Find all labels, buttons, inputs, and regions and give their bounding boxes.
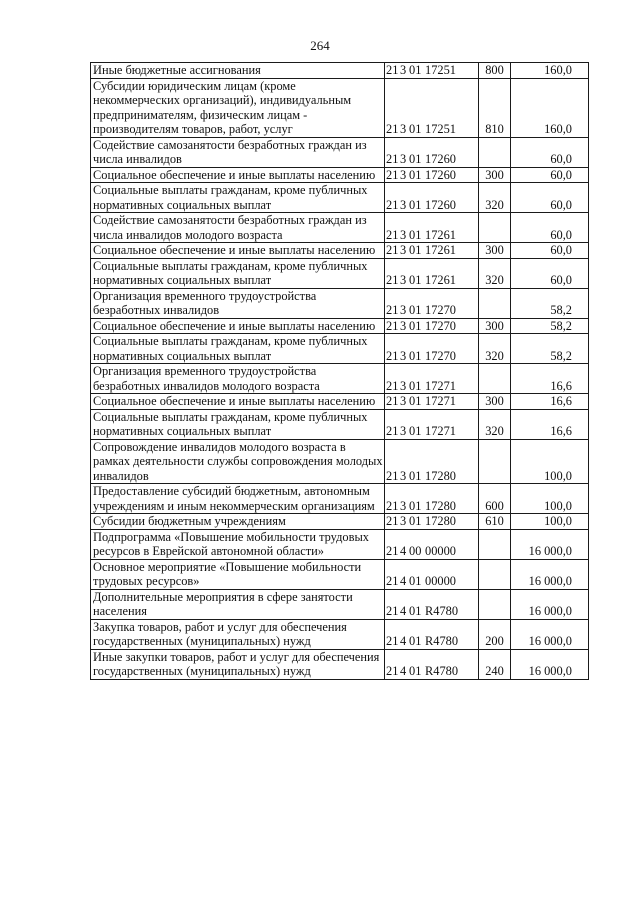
table-row	[91, 364, 589, 394]
amount: 60,0	[511, 183, 589, 213]
code-subprogram: 3	[400, 152, 407, 166]
table-row	[91, 649, 589, 679]
expense-type-code: 200	[479, 619, 511, 649]
amount: 100,0	[511, 484, 589, 514]
expense-type-code: 320	[479, 409, 511, 439]
table-row	[91, 288, 589, 318]
page-number: 264	[310, 38, 330, 53]
target-article-code	[385, 258, 479, 288]
code-subprogram: 3	[400, 468, 407, 483]
table-row	[91, 394, 589, 410]
target-article-code	[385, 394, 479, 410]
expense-type-code: 300	[479, 318, 511, 334]
code-subprogram: 3	[400, 378, 407, 393]
target-article-code	[385, 589, 479, 619]
amount: 58,2	[511, 288, 589, 318]
target-article-code	[385, 167, 479, 183]
item-name: Субсидии бюджетным учреждениям	[91, 514, 385, 530]
table-row	[91, 183, 589, 213]
table-row	[91, 439, 589, 484]
amount: 16 000,0	[511, 619, 589, 649]
code-subprogram: 4	[400, 604, 407, 618]
target-article-code	[385, 409, 479, 439]
code-program: 21	[386, 514, 399, 528]
item-name: Социальные выплаты гражданам, кроме публичных нормативных социальных выплат	[91, 409, 385, 439]
item-name: Предоставление субсидий бюджетным, автономным учреждениям и иным некоммерческим организациям	[91, 484, 385, 514]
code-direction: 00000	[425, 574, 456, 588]
item-name: Иные бюджетные ассигнования	[91, 63, 385, 79]
item-name: Организация временного трудоустройства безработных инвалидов молодого возраста	[91, 364, 385, 394]
code-program: 21	[386, 604, 399, 618]
code-activity: 01	[409, 468, 422, 483]
expense-type-code: 300	[479, 394, 511, 410]
code-subprogram: 3	[400, 514, 407, 528]
expense-type-code: 300	[479, 243, 511, 259]
table-row	[91, 589, 589, 619]
amount: 160,0	[511, 63, 589, 79]
target-article-code	[385, 334, 479, 364]
table-row	[91, 619, 589, 649]
code-program: 21	[386, 122, 399, 136]
code-program: 21	[386, 498, 399, 513]
code-subprogram: 4	[400, 634, 407, 648]
code-subprogram: 3	[400, 122, 407, 136]
item-name: Дополнительные мероприятия в сфере занятости населения	[91, 589, 385, 619]
code-program: 21	[386, 664, 399, 678]
expense-type-code: 800	[479, 63, 511, 79]
budget-table-body	[91, 63, 589, 680]
code-subprogram: 3	[400, 197, 407, 212]
code-activity: 01	[409, 514, 422, 528]
expense-type-code	[479, 529, 511, 559]
code-direction: 17271	[425, 394, 456, 408]
code-activity: 01	[409, 227, 422, 242]
amount: 60,0	[511, 167, 589, 183]
table-row	[91, 529, 589, 559]
expense-type-code: 320	[479, 334, 511, 364]
item-name: Социальное обеспечение и иные выплаты населению	[91, 167, 385, 183]
budget-table	[90, 62, 589, 680]
target-article-code	[385, 649, 479, 679]
item-name: Подпрограмма «Повышение мобильности трудовых ресурсов в Еврейской автономной области»	[91, 529, 385, 559]
code-activity: 01	[409, 378, 422, 393]
code-direction: 17261	[425, 243, 456, 257]
amount: 160,0	[511, 78, 589, 137]
target-article-code	[385, 63, 479, 79]
amount: 58,2	[511, 318, 589, 334]
target-article-code	[385, 559, 479, 589]
code-direction: R4780	[425, 664, 459, 678]
expense-type-code: 810	[479, 78, 511, 137]
amount: 100,0	[511, 514, 589, 530]
code-subprogram: 3	[400, 243, 407, 257]
code-direction: 17261	[425, 273, 456, 287]
code-program: 21	[386, 318, 399, 333]
item-name: Содействие самозанятости безработных граждан из числа инвалидов молодого возраста	[91, 213, 385, 243]
target-article-code	[385, 529, 479, 559]
item-name: Социальное обеспечение и иные выплаты населению	[91, 394, 385, 410]
code-program: 21	[386, 544, 399, 558]
code-direction: 17280	[425, 468, 456, 483]
code-program: 21	[386, 243, 399, 257]
code-program: 21	[386, 378, 399, 393]
item-name: Основное мероприятие «Повышение мобильности трудовых ресурсов»	[91, 559, 385, 589]
table-row	[91, 63, 589, 79]
code-direction: R4780	[425, 634, 459, 648]
amount: 16,6	[511, 409, 589, 439]
code-subprogram: 3	[400, 227, 407, 242]
item-name: Закупка товаров, работ и услуг для обеспечения государственных (муниципальных) нужд	[91, 619, 385, 649]
expense-type-code: 610	[479, 514, 511, 530]
code-activity: 01	[409, 318, 422, 333]
target-article-code	[385, 484, 479, 514]
code-subprogram: 3	[400, 424, 407, 438]
code-activity: 01	[409, 197, 422, 212]
code-program: 21	[386, 63, 399, 77]
code-direction: 17271	[425, 424, 456, 438]
code-subprogram: 4	[400, 574, 407, 588]
code-program: 21	[386, 167, 399, 182]
table-row	[91, 167, 589, 183]
item-name: Социальные выплаты гражданам, кроме публичных нормативных социальных выплат	[91, 258, 385, 288]
code-program: 21	[386, 574, 399, 588]
code-program: 21	[386, 227, 399, 242]
code-direction: 17260	[425, 152, 456, 166]
code-program: 21	[386, 468, 399, 483]
table-row	[91, 213, 589, 243]
code-direction: 17251	[425, 122, 456, 136]
code-subprogram: 3	[400, 167, 407, 182]
item-name: Иные закупки товаров, работ и услуг для обеспечения государственных (муниципальных) нужд	[91, 649, 385, 679]
expense-type-code: 600	[479, 484, 511, 514]
code-activity: 01	[409, 303, 422, 317]
code-direction: 17260	[425, 167, 456, 182]
code-direction: 17280	[425, 498, 456, 513]
code-activity: 01	[409, 574, 422, 588]
code-direction: R4780	[425, 604, 459, 618]
expense-type-code	[479, 589, 511, 619]
code-subprogram: 3	[400, 303, 407, 317]
code-direction: 17270	[425, 318, 456, 333]
target-article-code	[385, 364, 479, 394]
code-program: 21	[386, 348, 399, 363]
amount: 16 000,0	[511, 649, 589, 679]
code-activity: 01	[409, 498, 422, 513]
code-program: 21	[386, 634, 399, 648]
expense-type-code	[479, 288, 511, 318]
expense-type-code: 300	[479, 167, 511, 183]
code-subprogram: 3	[400, 348, 407, 363]
code-program: 21	[386, 303, 399, 317]
item-name: Сопровождение инвалидов молодого возраста в рамках деятельности службы сопровождения молодых инвалидов	[91, 439, 385, 484]
expense-type-code: 320	[479, 183, 511, 213]
code-direction: 17270	[425, 303, 456, 317]
code-direction: 17260	[425, 197, 456, 212]
table-row	[91, 318, 589, 334]
code-activity: 01	[409, 664, 422, 678]
table-row	[91, 484, 589, 514]
target-article-code	[385, 288, 479, 318]
target-article-code	[385, 137, 479, 167]
code-program: 21	[386, 424, 399, 438]
code-activity: 01	[409, 424, 422, 438]
code-activity: 00	[409, 544, 422, 558]
amount: 60,0	[511, 243, 589, 259]
target-article-code	[385, 213, 479, 243]
amount: 60,0	[511, 137, 589, 167]
table-row	[91, 137, 589, 167]
target-article-code	[385, 318, 479, 334]
table-row	[91, 334, 589, 364]
code-activity: 01	[409, 167, 422, 182]
target-article-code	[385, 78, 479, 137]
code-activity: 01	[409, 152, 422, 166]
code-activity: 01	[409, 634, 422, 648]
code-direction: 17251	[425, 63, 456, 77]
code-activity: 01	[409, 394, 422, 408]
amount: 16 000,0	[511, 529, 589, 559]
amount: 60,0	[511, 213, 589, 243]
code-activity: 01	[409, 604, 422, 618]
table-row	[91, 559, 589, 589]
code-activity: 01	[409, 273, 422, 287]
amount: 58,2	[511, 334, 589, 364]
amount: 16,6	[511, 394, 589, 410]
target-article-code	[385, 439, 479, 484]
item-name: Содействие самозанятости безработных граждан из числа инвалидов	[91, 137, 385, 167]
code-activity: 01	[409, 348, 422, 363]
code-subprogram: 4	[400, 664, 407, 678]
code-subprogram: 4	[400, 544, 407, 558]
code-activity: 01	[409, 122, 422, 136]
code-program: 21	[386, 152, 399, 166]
code-subprogram: 3	[400, 63, 407, 77]
code-subprogram: 3	[400, 273, 407, 287]
expense-type-code: 240	[479, 649, 511, 679]
table-row	[91, 258, 589, 288]
code-program: 21	[386, 197, 399, 212]
target-article-code	[385, 183, 479, 213]
code-direction: 17271	[425, 378, 456, 393]
table-row	[91, 78, 589, 137]
code-direction: 00000	[425, 544, 456, 558]
expense-type-code: 320	[479, 258, 511, 288]
amount: 16 000,0	[511, 589, 589, 619]
amount: 16,6	[511, 364, 589, 394]
expense-type-code	[479, 439, 511, 484]
target-article-code	[385, 514, 479, 530]
item-name: Социальное обеспечение и иные выплаты населению	[91, 318, 385, 334]
code-direction: 17270	[425, 348, 456, 363]
code-program: 21	[386, 394, 399, 408]
target-article-code	[385, 619, 479, 649]
code-subprogram: 3	[400, 498, 407, 513]
expense-type-code	[479, 364, 511, 394]
code-direction: 17261	[425, 227, 456, 242]
amount: 60,0	[511, 258, 589, 288]
code-subprogram: 3	[400, 318, 407, 333]
table-row	[91, 514, 589, 530]
expense-type-code	[479, 137, 511, 167]
code-direction: 17280	[425, 514, 456, 528]
code-subprogram: 3	[400, 394, 407, 408]
code-activity: 01	[409, 243, 422, 257]
code-activity: 01	[409, 63, 422, 77]
item-name: Организация временного трудоустройства безработных инвалидов	[91, 288, 385, 318]
code-program: 21	[386, 273, 399, 287]
expense-type-code	[479, 213, 511, 243]
item-name: Социальное обеспечение и иные выплаты населению	[91, 243, 385, 259]
table-row	[91, 243, 589, 259]
table-row	[91, 409, 589, 439]
amount: 16 000,0	[511, 559, 589, 589]
expense-type-code	[479, 559, 511, 589]
item-name: Социальные выплаты гражданам, кроме публичных нормативных социальных выплат	[91, 334, 385, 364]
amount: 100,0	[511, 439, 589, 484]
item-name: Субсидии юридическим лицам (кроме некоммерческих организаций), индивидуальным предпринимателям, физическим лицам - производителям товаров, работ, услуг	[91, 78, 385, 137]
item-name: Социальные выплаты гражданам, кроме публичных нормативных социальных выплат	[91, 183, 385, 213]
target-article-code	[385, 243, 479, 259]
